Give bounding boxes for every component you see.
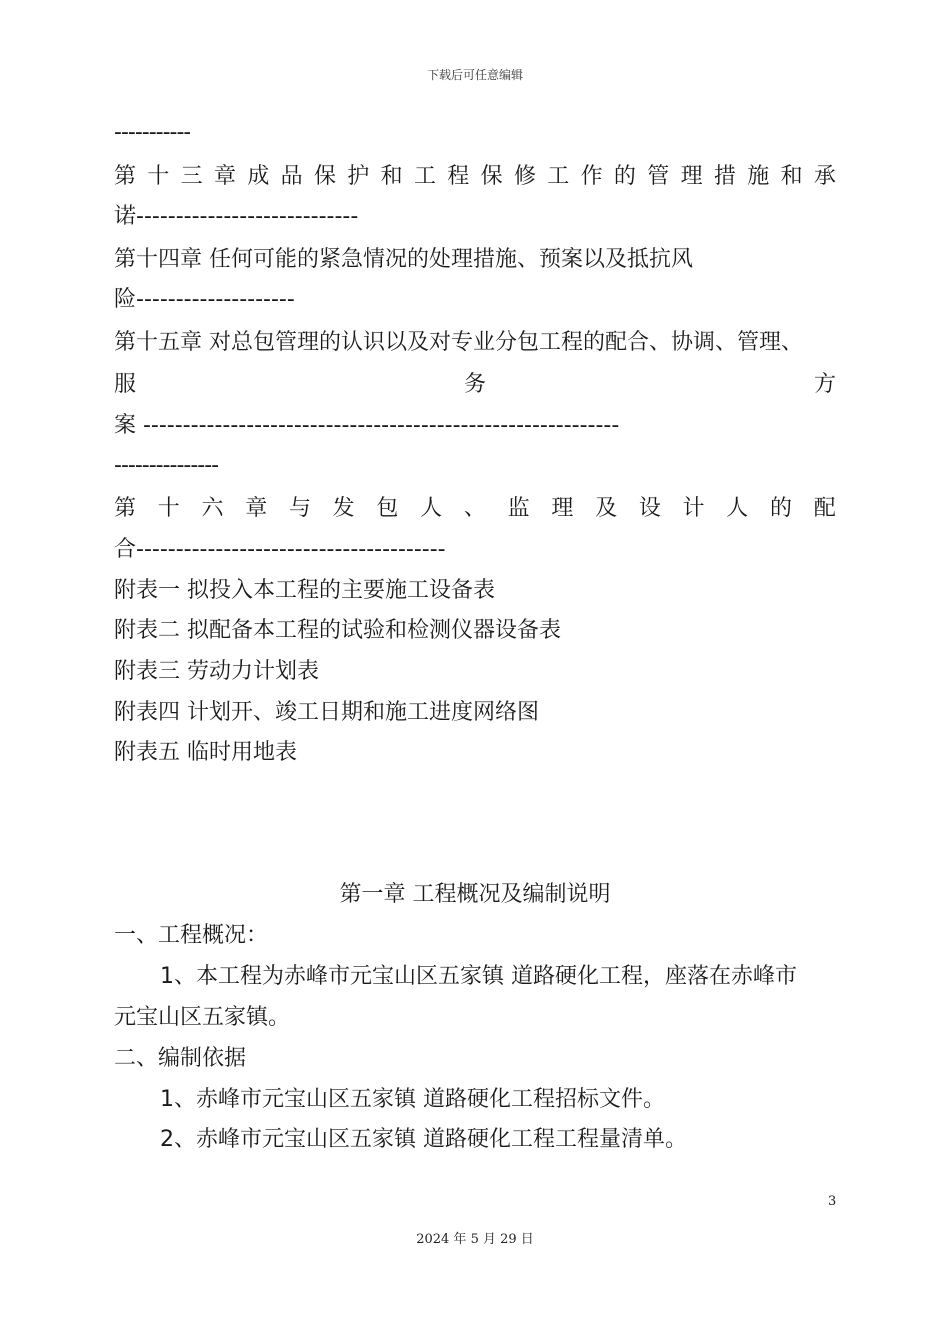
toc-chapter-14-line2: 险-------------------- [114,287,295,312]
toc-chapter-16-line2: 合--------------------------------------- [114,537,446,562]
toc-char: 人 [420,496,443,521]
toc-char: 作 [580,164,603,189]
section-2-item: 1、赤峰市元宝山区五家镇 道路硬化工程招标文件。 [160,1087,665,1112]
toc-char: 监 [507,496,530,521]
toc-char: 保 [480,164,503,189]
footer-date: 2024 年 5 月 29 日 [416,1232,534,1247]
toc-char: 发 [332,496,355,521]
toc-chapter-14-line1: 第十四章 任何可能的紧急情况的处理措施、预案以及抵抗风 [114,247,693,272]
toc-char: 第 [114,496,137,521]
appendix-item: 附表三 劳动力计划表 [114,659,319,684]
toc-char: 施 [747,164,770,189]
toc-char: 理 [551,496,574,521]
toc-char: 、 [463,496,486,521]
toc-char: 承 [813,164,836,189]
toc-char: 程 [447,164,470,189]
toc-chapter-15-line2 [114,370,836,400]
toc-char: 的 [613,164,636,189]
toc-char: 设 [638,496,661,521]
appendix-item: 附表二 拟配备本工程的试验和检测仪器设备表 [114,618,561,643]
toc-char: 品 [280,164,303,189]
toc-char: 六 [201,496,224,521]
toc-chapter-13-line2: 诺---------------------------- [114,204,359,229]
appendix-item: 附表四 计划开、竣工日期和施工进度网络图 [114,700,539,725]
section-1-paragraph-line1: 1、本工程为赤峰市元宝山区五家镇 道路硬化工程，座落在赤峰市 [160,964,797,989]
toc-char: 方 [813,372,836,397]
toc-leading-dashes: ----------- [114,120,191,145]
toc-char: 人 [726,496,749,521]
toc-char: 的 [770,496,793,521]
toc-char: 及 [595,496,618,521]
toc-char: 十 [157,496,180,521]
toc-char: 章 [245,496,268,521]
toc-char: 配 [813,496,836,521]
toc-char: 理 [680,164,703,189]
toc-char: 三 [180,164,203,189]
toc-char: 保 [313,164,336,189]
toc-char: 管 [647,164,670,189]
toc-char: 和 [780,164,803,189]
page-number: 3 [828,1194,837,1209]
section-1-heading: 一、工程概况： [114,923,269,948]
toc-char: 计 [682,496,705,521]
toc-char: 十 [147,164,170,189]
toc-chapter-15-line1: 第十五章 对总包管理的认识以及对专业分包工程的配合、协调、管理、 [114,330,803,355]
page-header: 下载后可任意编辑 [426,68,523,82]
section-2-item: 2、赤峰市元宝山区五家镇 道路硬化工程工程量清单。 [160,1127,687,1152]
toc-char: 护 [347,164,370,189]
toc-char: 服 [114,372,137,397]
toc-chapter-15-line3: 案 ------------------------------------------------------------ [114,413,620,438]
appendix-item: 附表一 拟投入本工程的主要施工设备表 [114,578,495,603]
toc-char: 修 [513,164,536,189]
section-2-heading: 二、编制依据 [114,1046,247,1071]
toc-char: 与 [288,496,311,521]
toc-char: 成 [247,164,270,189]
appendix-item: 附表五 临时用地表 [114,740,297,765]
toc-char: 章 [213,164,236,189]
toc-char: 包 [376,496,399,521]
toc-chapter-13-line1 [114,162,836,192]
toc-char: 和 [380,164,403,189]
toc-char: 务 [463,372,486,397]
toc-char: 第 [114,164,137,189]
section-1-paragraph-line2: 元宝山区五家镇。 [114,1005,291,1030]
toc-chapter-15-line4: --------------- [114,453,219,478]
toc-chapter-16-line1 [114,494,836,524]
chapter-1-title: 第一章 工程概况及编制说明 [339,882,611,907]
toc-char: 工 [547,164,570,189]
toc-char: 措 [713,164,736,189]
toc-char: 工 [413,164,436,189]
